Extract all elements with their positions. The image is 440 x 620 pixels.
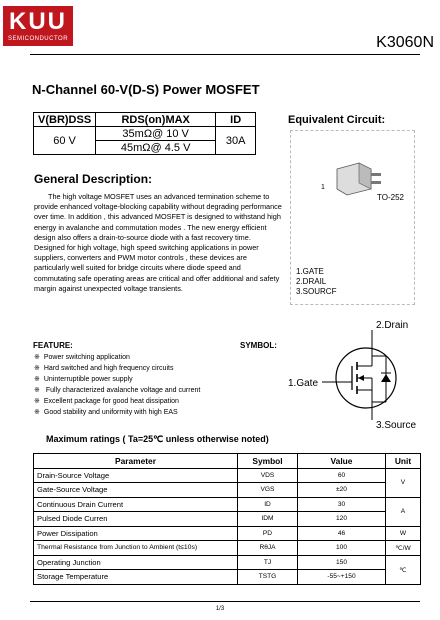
rating-value: ±20 <box>298 483 386 498</box>
gate-label: 1.Gate <box>288 378 319 389</box>
rating-parameter: Power Dissipation <box>34 526 238 541</box>
rating-symbol: PD <box>238 526 298 541</box>
footer-divider <box>30 601 420 602</box>
spec-table <box>33 112 256 155</box>
drain-label: 2.Drain <box>376 320 409 331</box>
rating-value: 30 <box>298 497 386 512</box>
ratings-header-unit: Unit <box>386 454 421 469</box>
ratings-header-value: Value <box>298 454 386 469</box>
document-title: N-Channel 60-V(D-S) Power MOSFET <box>32 82 260 97</box>
table-row <box>34 512 421 527</box>
pin-one-marker: 1 <box>321 184 325 191</box>
rating-value: 100 <box>298 541 386 556</box>
rating-unit: ℃/W <box>386 541 421 556</box>
spec-header-id: ID <box>216 113 256 127</box>
rating-unit: A <box>386 497 421 526</box>
spec-header-rds: RDS(on)MAX <box>96 113 216 127</box>
page-number: 1/3 <box>215 606 225 612</box>
rating-symbol: RθJA <box>238 541 298 556</box>
rating-unit: ℃ <box>386 555 421 584</box>
rating-symbol: VGS <box>238 483 298 498</box>
max-ratings-table <box>33 453 421 585</box>
rating-parameter: Storage Temperature <box>34 570 238 585</box>
feature-title: FEATURE: <box>33 341 73 350</box>
feature-item: ※ Uninterruptible power supply <box>34 374 200 385</box>
equivalent-circuit-box <box>290 130 415 305</box>
package-label: TO-252 <box>377 193 404 202</box>
source-label: 3.Source <box>376 420 417 430</box>
rating-value: 150 <box>298 555 386 570</box>
spec-header-vbr: V(BR)DSS <box>34 113 96 127</box>
ratings-header-symbol: Symbol <box>238 454 298 469</box>
table-row <box>34 483 421 498</box>
pin-label-gate: 1.GATE <box>296 267 324 276</box>
table-row <box>34 497 421 512</box>
part-number: K3060N <box>376 34 434 51</box>
logo-subtitle: SEMICONDUCTOR <box>7 36 69 42</box>
general-description-title: General Description: <box>34 172 153 186</box>
rating-parameter: Drain-Source Voltage <box>34 468 238 483</box>
rating-symbol: IDM <box>238 512 298 527</box>
table-row <box>34 541 421 556</box>
rating-parameter: Operating Junction <box>34 555 238 570</box>
pin-label-drain: 2.DRAIL <box>296 277 327 286</box>
spec-vbr-value: 60 V <box>34 127 96 155</box>
table-row <box>34 526 421 541</box>
rating-symbol: TJ <box>238 555 298 570</box>
rating-value: 120 <box>298 512 386 527</box>
spec-rds-value: 45mΩ@ 4.5 V <box>96 141 216 155</box>
rating-parameter: Continuous Drain Current <box>34 497 238 512</box>
mosfet-symbol <box>286 316 420 430</box>
rating-parameter: Pulsed Diode Curren <box>34 512 238 527</box>
feature-list <box>34 352 200 418</box>
spec-id-value: 30A <box>216 127 256 155</box>
spec-rds-value: 35mΩ@ 10 V <box>96 127 216 141</box>
ratings-header-parameter: Parameter <box>34 454 238 469</box>
table-row <box>34 555 421 570</box>
table-row <box>34 570 421 585</box>
symbol-title: SYMBOL: <box>240 341 277 350</box>
rating-unit: W <box>386 526 421 541</box>
max-ratings-title: Maximum ratings ( Ta=25℃ unless otherwise noted) <box>46 434 269 444</box>
rating-value: 46 <box>298 526 386 541</box>
rating-symbol: VDS <box>238 468 298 483</box>
company-logo <box>3 6 73 46</box>
logo-text: KUU <box>9 8 67 35</box>
equivalent-circuit-title: Equivalent Circuit: <box>288 114 386 126</box>
feature-item: ※ Hard switched and high frequency circuits <box>34 363 200 374</box>
feature-item: ※ Excellent package for good heat dissipation <box>34 396 200 407</box>
pin-label-source: 3.SOURCF <box>296 287 337 296</box>
rating-symbol: TSTG <box>238 570 298 585</box>
rating-parameter: Thermal Resistance from Junction to Ambient (t≤10s) <box>34 541 238 556</box>
rating-symbol: ID <box>238 497 298 512</box>
table-row <box>34 468 421 483</box>
rating-unit: V <box>386 468 421 497</box>
rating-parameter: Gate-Source Voltage <box>34 483 238 498</box>
feature-item: ※ Fully characterized avalanche voltage and current <box>34 385 200 396</box>
header-divider <box>30 54 420 55</box>
rating-value: 60 <box>298 468 386 483</box>
general-description-text: The high voltage MOSFET uses an advanced termination scheme to provide enhanced voltage-blocking capability without degrading performance over time. In addition , this advanced MOSFET is designed to withstand high energy in avalanche and commutation modes . The new energy efficient design also offers a drain-to-source diode with a fast recovery time. Designed for high voltage, high speed switching applications in power suppliers, converters and PWM motor controls , these devices are particularly well suited for bridge circuits where diode speed and commutating safe operating areas are critical and offer additional and safety margin against unexpected voltage transients. <box>34 192 282 293</box>
rating-value: -55~+150 <box>298 570 386 585</box>
feature-item: ※ Good stability and uniformity with high EAS <box>34 407 200 418</box>
feature-item: ※ Power switching application <box>34 352 200 363</box>
